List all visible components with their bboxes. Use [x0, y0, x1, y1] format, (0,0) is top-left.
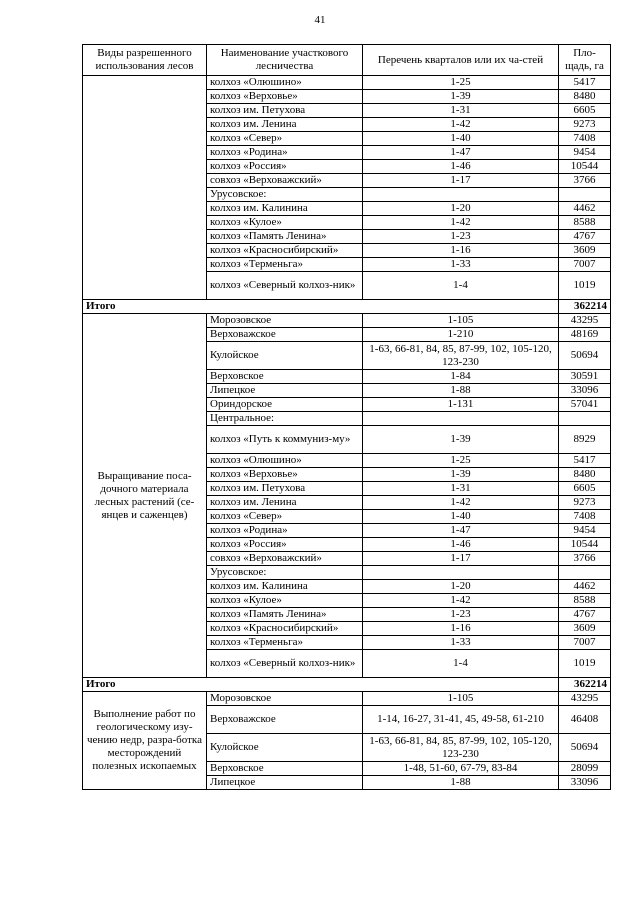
blocks-cell: 1-46: [363, 538, 559, 552]
blocks-cell: 1-47: [363, 524, 559, 538]
forestry-name-cell: колхоз «Красносибирский»: [207, 244, 363, 258]
blocks-cell: 1-105: [363, 692, 559, 706]
area-cell: 1019: [559, 272, 611, 300]
blocks-cell: 1-31: [363, 104, 559, 118]
area-cell: 4462: [559, 580, 611, 594]
forestry-name-cell: колхоз «Север»: [207, 510, 363, 524]
area-cell: 57041: [559, 398, 611, 412]
area-cell: 4462: [559, 202, 611, 216]
total-label-cell: Итого: [83, 678, 559, 692]
blocks-cell: 1-31: [363, 482, 559, 496]
forestry-name-cell: колхоз «Север»: [207, 132, 363, 146]
blocks-cell: 1-39: [363, 426, 559, 454]
area-cell: 7007: [559, 258, 611, 272]
forestry-name-cell: колхоз «Северный колхоз-ник»: [207, 272, 363, 300]
blocks-cell: 1-17: [363, 552, 559, 566]
blocks-cell: 1-25: [363, 454, 559, 468]
area-cell: 8480: [559, 468, 611, 482]
forestry-name-cell: колхоз «Россия»: [207, 160, 363, 174]
forest-use-table: [82, 44, 611, 790]
table-row: [83, 692, 611, 706]
table-header-row: [83, 45, 611, 76]
area-cell: 9273: [559, 118, 611, 132]
area-cell: 43295: [559, 314, 611, 328]
forestry-name-cell: Верховское: [207, 762, 363, 776]
forestry-name-cell: Центральное:: [207, 412, 363, 426]
forestry-name-cell: колхоз им. Калинина: [207, 202, 363, 216]
forestry-name-cell: колхоз «Олюшино»: [207, 76, 363, 90]
area-cell: 7007: [559, 636, 611, 650]
area-cell: 7408: [559, 510, 611, 524]
blocks-cell: 1-4: [363, 650, 559, 678]
page-number: 41: [314, 14, 326, 26]
blocks-cell: 1-23: [363, 608, 559, 622]
blocks-cell: 1-47: [363, 146, 559, 160]
total-label-cell: Итого: [83, 300, 559, 314]
forestry-name-cell: Липецкое: [207, 776, 363, 790]
area-cell: 8929: [559, 426, 611, 454]
table-row: [83, 314, 611, 328]
forestry-name-cell: колхоз «Родина»: [207, 146, 363, 160]
blocks-cell: 1-63, 66-81, 84, 85, 87-99, 102, 105-120, 123-230: [363, 342, 559, 370]
table-body: [83, 76, 611, 790]
forestry-name-cell: колхоз «Путь к коммуниз-му»: [207, 426, 363, 454]
area-cell: 9454: [559, 146, 611, 160]
header-forestry: Наименование участкового лесничества: [207, 45, 363, 76]
blocks-cell: 1-105: [363, 314, 559, 328]
blocks-cell: 1-33: [363, 258, 559, 272]
area-cell: 48169: [559, 328, 611, 342]
blocks-cell: 1-46: [363, 160, 559, 174]
forestry-name-cell: Морозовское: [207, 314, 363, 328]
area-cell: 33096: [559, 776, 611, 790]
blocks-cell: 1-33: [363, 636, 559, 650]
header-area: Пло-щадь, га: [559, 45, 611, 76]
table-row: [83, 76, 611, 90]
area-cell: 28099: [559, 762, 611, 776]
forestry-name-cell: колхоз «Кулое»: [207, 594, 363, 608]
header-use-type: Виды разрешенного использования лесов: [83, 45, 207, 76]
forestry-name-cell: совхоз «Верховажский»: [207, 174, 363, 188]
forestry-name-cell: колхоз «Северный колхоз-ник»: [207, 650, 363, 678]
total-row: [83, 678, 611, 692]
area-cell: 8588: [559, 594, 611, 608]
area-cell: 10544: [559, 538, 611, 552]
blocks-cell: 1-20: [363, 202, 559, 216]
forestry-name-cell: совхоз «Верховажский»: [207, 552, 363, 566]
area-cell: 5417: [559, 76, 611, 90]
blocks-cell: 1-20: [363, 580, 559, 594]
area-cell: 10544: [559, 160, 611, 174]
blocks-cell: 1-88: [363, 384, 559, 398]
forestry-name-cell: Верховажское: [207, 706, 363, 734]
area-cell: [559, 566, 611, 580]
area-cell: 6605: [559, 104, 611, 118]
blocks-cell: 1-23: [363, 230, 559, 244]
area-cell: 9454: [559, 524, 611, 538]
use-type-cell: Выращивание поса-дочного материала лесных растений (се-янцев и саженцев): [83, 314, 207, 678]
blocks-cell: 1-42: [363, 594, 559, 608]
area-cell: [559, 188, 611, 202]
area-cell: 50694: [559, 342, 611, 370]
blocks-cell: 1-16: [363, 244, 559, 258]
blocks-cell: 1-131: [363, 398, 559, 412]
forestry-name-cell: колхоз им. Петухова: [207, 104, 363, 118]
forestry-name-cell: колхоз «Кулое»: [207, 216, 363, 230]
area-cell: 3766: [559, 174, 611, 188]
area-cell: 5417: [559, 454, 611, 468]
forestry-name-cell: Морозовское: [207, 692, 363, 706]
area-cell: [559, 412, 611, 426]
forestry-name-cell: Кулойское: [207, 342, 363, 370]
blocks-cell: 1-40: [363, 132, 559, 146]
blocks-cell: 1-16: [363, 622, 559, 636]
blocks-cell: 1-39: [363, 90, 559, 104]
area-cell: 4767: [559, 608, 611, 622]
use-type-cell: Выполнение работ по геологическому изу-чению недр, разра-ботка месторождений полезных ископаемых: [83, 692, 207, 790]
blocks-cell: 1-84: [363, 370, 559, 384]
forestry-name-cell: колхоз «Память Ленина»: [207, 230, 363, 244]
blocks-cell: 1-40: [363, 510, 559, 524]
forestry-name-cell: Липецкое: [207, 384, 363, 398]
area-cell: 50694: [559, 734, 611, 762]
area-cell: 43295: [559, 692, 611, 706]
area-cell: 7408: [559, 132, 611, 146]
area-cell: 46408: [559, 706, 611, 734]
area-cell: 8480: [559, 90, 611, 104]
forestry-name-cell: колхоз «Память Ленина»: [207, 608, 363, 622]
forestry-name-cell: колхоз им. Ленина: [207, 496, 363, 510]
blocks-cell: 1-210: [363, 328, 559, 342]
use-type-cell: [83, 76, 207, 300]
blocks-cell: 1-17: [363, 174, 559, 188]
forestry-name-cell: Кулойское: [207, 734, 363, 762]
forestry-name-cell: Верховажское: [207, 328, 363, 342]
blocks-cell: 1-88: [363, 776, 559, 790]
blocks-cell: 1-42: [363, 118, 559, 132]
forestry-name-cell: колхоз «Красносибирский»: [207, 622, 363, 636]
area-cell: 3609: [559, 622, 611, 636]
forestry-name-cell: Ориндорское: [207, 398, 363, 412]
forestry-name-cell: колхоз «Терменьга»: [207, 636, 363, 650]
area-cell: 30591: [559, 370, 611, 384]
area-cell: 3766: [559, 552, 611, 566]
blocks-cell: 1-4: [363, 272, 559, 300]
blocks-cell: 1-39: [363, 468, 559, 482]
blocks-cell: 1-14, 16-27, 31-41, 45, 49-58, 61-210: [363, 706, 559, 734]
forestry-name-cell: колхоз «Россия»: [207, 538, 363, 552]
blocks-cell: 1-42: [363, 496, 559, 510]
blocks-cell: 1-25: [363, 76, 559, 90]
blocks-cell: [363, 412, 559, 426]
total-area-cell: 362214: [559, 300, 611, 314]
area-cell: 8588: [559, 216, 611, 230]
area-cell: 6605: [559, 482, 611, 496]
area-cell: 33096: [559, 384, 611, 398]
blocks-cell: 1-42: [363, 216, 559, 230]
forestry-name-cell: колхоз «Терменьга»: [207, 258, 363, 272]
forestry-name-cell: Верховское: [207, 370, 363, 384]
blocks-cell: [363, 566, 559, 580]
forestry-name-cell: колхоз «Родина»: [207, 524, 363, 538]
forestry-name-cell: колхоз им. Калинина: [207, 580, 363, 594]
total-area-cell: 362214: [559, 678, 611, 692]
forestry-name-cell: колхоз «Верховье»: [207, 90, 363, 104]
blocks-cell: [363, 188, 559, 202]
blocks-cell: 1-63, 66-81, 84, 85, 87-99, 102, 105-120, 123-230: [363, 734, 559, 762]
forestry-name-cell: колхоз им. Ленина: [207, 118, 363, 132]
area-cell: 9273: [559, 496, 611, 510]
forestry-name-cell: колхоз «Олюшино»: [207, 454, 363, 468]
blocks-cell: 1-48, 51-60, 67-79, 83-84: [363, 762, 559, 776]
forestry-name-cell: Урусовское:: [207, 566, 363, 580]
total-row: [83, 300, 611, 314]
header-blocks: Перечень кварталов или их ча-стей: [363, 45, 559, 76]
area-cell: 4767: [559, 230, 611, 244]
forestry-name-cell: Урусовское:: [207, 188, 363, 202]
area-cell: 1019: [559, 650, 611, 678]
area-cell: 3609: [559, 244, 611, 258]
forestry-name-cell: колхоз «Верховье»: [207, 468, 363, 482]
forestry-name-cell: колхоз им. Петухова: [207, 482, 363, 496]
